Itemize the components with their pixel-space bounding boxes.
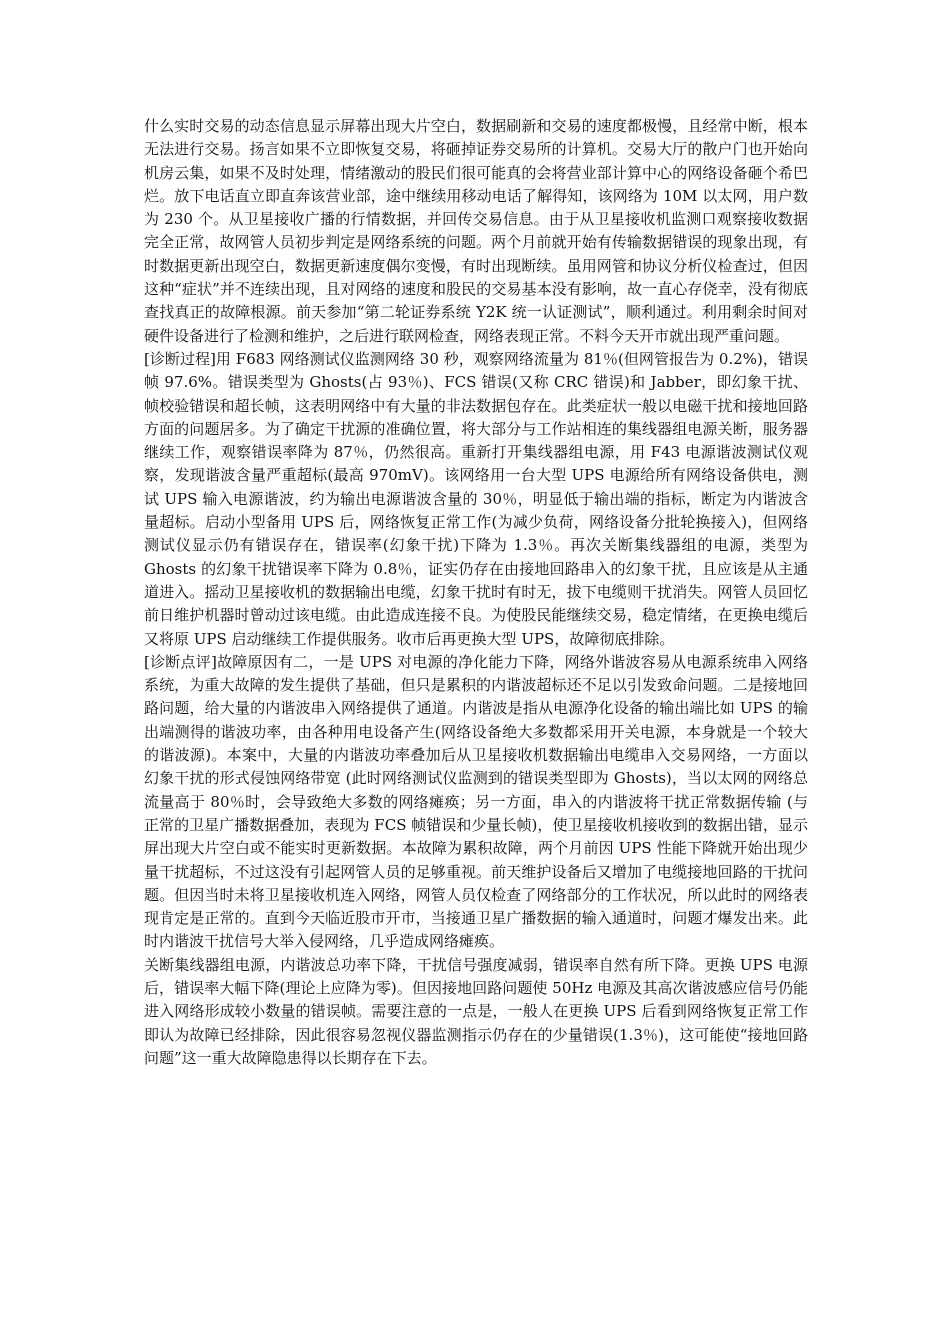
paragraph-case-background: 什么实时交易的动态信息显示屏幕出现大片空白，数据刷新和交易的速度都极慢，且经常中断，根本无法进行交易。扬言如果不立即恢复交易，将砸掉证券交易所的计算机。交易大厅的散户门也开始向机房云集，如果不及时处理，情绪激动的股民们很可能真的会将营业部计算中心的网络设备砸个希巴烂。放下电话直立即直奔该营业部，途中继续用移动电话了解得知，该网络为 10M 以太网，用户数为 230 个。从卫星接收广播的行情数据，并回传交易信息。由于从卫星接收机监测口观察接收数据完全正常，故网管人员初步判定是网络系统的问题。两个月前就开始有传输数据错误的现象出现，有时数据更新出现空白，数据更新速度偶尔变慢，有时出现断续。虽用网管和协议分析仪检查过，但因这种“症状”并不连续出现，且对网络的速度和股民的交易基本没有影响，故一直心存侥幸，没有彻底查找真正的故障根源。前天参加“第二轮证券系统 Y2K 统一认证测试”，顺利通过。利用剩余时间对硬件设备进行了检测和维护，之后进行联网检查，网络表现正常。不料今天开市就出现严重问题。 [144, 117, 808, 345]
paragraph-diagnosis-process: [诊断过程]用 F683 网络测试仪监测网络 30 秒，观察网络流量为 81％(但网管报告为 0.2%)，错误帧 97.6%。错误类型为 Ghosts(占 93％)、FCS 错误(又称 CRC 错误)和 Jabber，即幻象干扰、帧校验错误和超长帧，这表明网络中有大量的非法数据包存在。此类症状一般以电磁干扰和接地回路方面的问题居多。为了确定干扰源的准确位置，将大部分与工作站相连的集线器组电源关断，服务器继续工作，观察错误率降为 87％，仍然很高。重新打开集线器组电源，用 F43 电源谐波测试仪观察，发现谐波含量严重超标(最高 970mV)。该网络用一台大型 UPS 电源给所有网络设备供电，测试 UPS 输入电源谐波，约为输出电源谐波含量的 30％，明显低于输出端的指标，断定为内谐波含量超标。启动小型备用 UPS 后，网络恢复正常工作(为减少负荷，网络设备分批轮换接入)，但网络测试仪显示仍有错误存在，错误率(幻象干扰)下降为 1.3％。再次关断集线器组的电源，类型为 Ghosts 的幻象干扰错误率下降为 0.8％，证实仍存在由接地回路串入的幻象干扰，且应该是从主通道进入。摇动卫星接收机的数据输出电缆，幻象干扰时有时无，拔下电缆则干扰消失。网管人员回忆前日维护机器时曾动过该电缆。由此造成连接不良。为使股民能继续交易，稳定情绪，在更换电缆后又将原 UPS 启动继续工作提供服务。收市后再更换大型 UPS，故障彻底排除。 [144, 349, 808, 648]
document-body [144, 115, 808, 1070]
paragraph-conclusion: 关断集线器组电源，内谐波总功率下降，干扰信号强度减弱，错误率自然有所下降。更换 UPS 电源后，错误率大幅下降(理论上应降为零)。但因接地回路问题使 50Hz 电源及其高次谐波感应信号仍能进入网络形成较小数量的错误帧。需要注意的一点是，一般人在更换 UPS 后看到网络恢复正常工作即认为故障已经排除，因此很容易忽视仪器监测指示仍存在的少量错误(1.3％)，这可能使“接地回路问题”这一重大故障隐患得以长期存在下去。 [144, 955, 808, 1067]
paragraph-diagnosis-review: [诊断点评]故障原因有二，一是 UPS 对电源的净化能力下降，网络外谐波容易从电源系统串入网络系统，为重大故障的发生提供了基础，但只是累积的内谐波超标还不足以引发致命问题。二是接地回路问题，给大量的内谐波串入网络提供了通道。内谐波是指从电源净化设备的输出端比如 UPS 的输出端测得的谐波功率，由各种用电设备产生(网络设备绝大多数都采用开关电源，本身就是一个较大的谐波源)。本案中，大量的内谐波功率叠加后从卫星接收机数据输出电缆串入交易网络，一方面以幻象干扰的形式侵蚀网络带宽 (此时网络测试仪监测到的错误类型即为 Ghosts)，当以太网的网络总流量高于 80％时，会导致绝大多数的网络瘫痪；另一方面，串入的内谐波将干扰正常数据传输 (与正常的卫星广播数据叠加，表现为 FCS 帧错误和少量长帧)，使卫星接收机接收到的数据出错，显示屏出现大片空白或不能实时更新数据。本故障为累积故障，两个月前因 UPS 性能下降就开始出现少量干扰超标，不过这没有引起网管人员的足够重视。前天维护设备后又增加了电缆接地回路的干扰问题。但因当时未将卫星接收机连入网络，网管人员仅检查了网络部分的工作状况，所以此时的网络表现肯定是正常的。直到今天临近股市开市，当接通卫星广播数据的输入通道时，问题才爆发出来。此时内谐波干扰信号大举入侵网络，几乎造成网络瘫痪。 [144, 652, 808, 951]
